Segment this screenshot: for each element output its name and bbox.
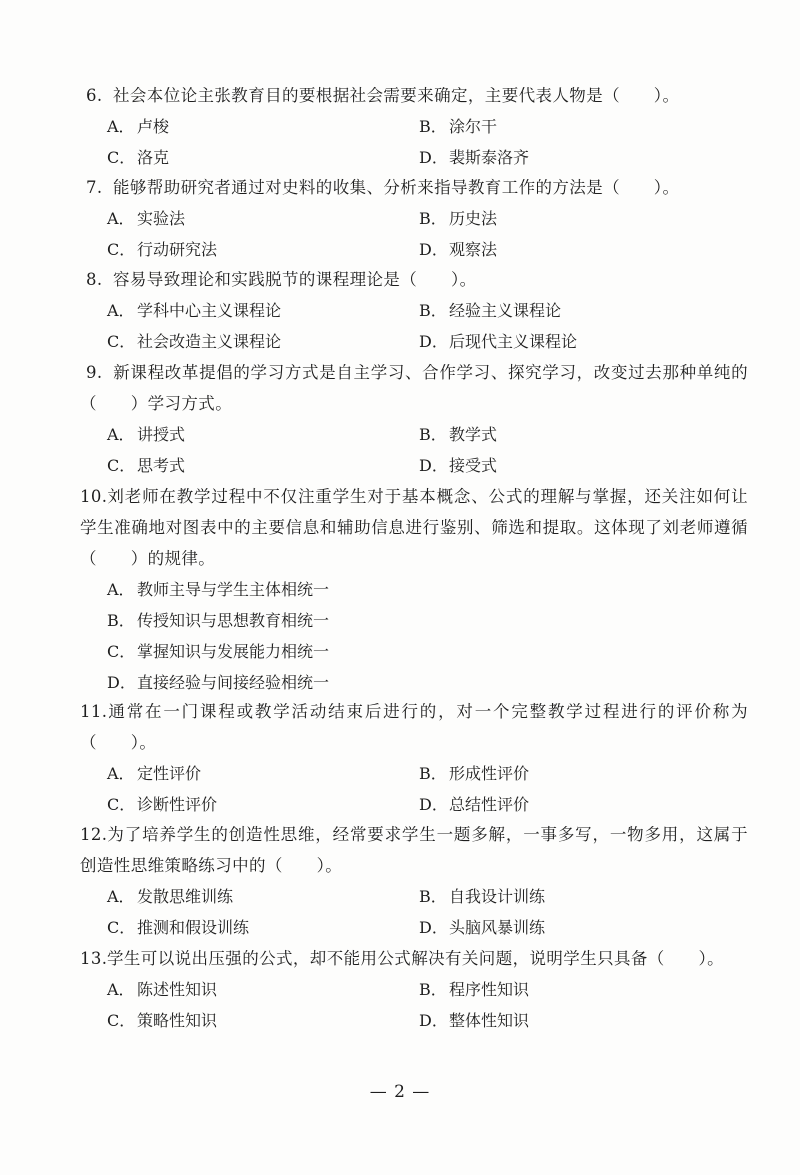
question-text: 为了培养学生的创造性思维，经常要求学生一题多解，一事多写，一物多用，这属于创造性思维策略练习中的（ ）。 [80, 825, 748, 875]
question-11 [80, 696, 748, 820]
question-9 [80, 357, 748, 481]
question-stem [80, 264, 748, 295]
question-stem [80, 80, 748, 111]
option-b[interactable]: B． 历史法 [419, 209, 498, 228]
option-a[interactable]: A． 卢梭 [107, 117, 170, 136]
question-stem [80, 357, 748, 419]
option-b[interactable]: B． 自我设计训练 [419, 887, 546, 906]
option-b[interactable]: B． 教学式 [419, 425, 498, 444]
options [107, 295, 748, 357]
options [107, 574, 748, 698]
option-a[interactable]: A． 发散思维训练 [107, 887, 234, 906]
question-stem [80, 696, 748, 758]
option-b[interactable]: B． 程序性知识 [419, 980, 530, 999]
question-text: 通常在一门课程或教学活动结束后进行的，对一个完整教学过程进行的评价称为（ ）。 [80, 702, 748, 752]
option-d[interactable]: D．总结性评价 [419, 795, 530, 814]
option-d[interactable]: D．整体性知识 [419, 1011, 530, 1030]
option-c[interactable]: C． 思考式 [107, 456, 186, 475]
option-c[interactable]: C． 掌握知识与发展能力相统一 [107, 642, 330, 661]
question-number: 13. [80, 949, 108, 968]
option-c[interactable]: C． 推测和假设训练 [107, 918, 250, 937]
question-text: 学生可以说出压强的公式，却不能用公式解决有关问题，说明学生只具备（ ）。 [107, 949, 725, 968]
question-number: 7. [86, 178, 103, 197]
question-7 [80, 172, 748, 265]
option-a[interactable]: A． 教师主导与学生主体相统一 [107, 580, 330, 599]
question-stem [80, 819, 748, 881]
question-text: 能够帮助研究者通过对史料的收集、分析来指导教育工作的方法是（ ）。 [113, 178, 680, 197]
options [107, 111, 748, 173]
option-c[interactable]: C． 行动研究法 [107, 240, 218, 259]
question-number: 11. [80, 702, 108, 721]
question-text: 容易导致理论和实践脱节的课程理论是（ ）。 [113, 270, 477, 289]
question-number: 10. [80, 487, 108, 506]
option-a[interactable]: A． 陈述性知识 [107, 980, 218, 999]
question-text: 新课程改革提倡的学习方式是自主学习、合作学习、探究学习，改变过去那种单纯的（ ）学习方式。 [80, 363, 748, 413]
option-a[interactable]: A． 讲授式 [107, 425, 186, 444]
option-c[interactable]: C． 诊断性评价 [107, 795, 218, 814]
question-stem [80, 943, 748, 974]
question-number: 9. [86, 363, 103, 382]
question-13 [80, 943, 748, 1036]
option-c[interactable]: C． 社会改造主义课程论 [107, 332, 282, 351]
question-6 [80, 80, 748, 173]
question-text: 刘老师在教学过程中不仅注重学生对于基本概念、公式的理解与掌握，还关注如何让学生准确地对图表中的主要信息和辅助信息进行鉴别、筛选和提取。这体现了刘老师遵循（ ）的规律。 [80, 487, 748, 568]
option-d[interactable]: D．观察法 [419, 240, 498, 259]
option-b[interactable]: B． 传授知识与思想教育相统一 [107, 611, 330, 630]
options [107, 974, 748, 1036]
option-d[interactable]: D．头脑风暴训练 [419, 918, 546, 937]
option-d[interactable]: D．直接经验与间接经验相统一 [107, 673, 330, 692]
question-stem [80, 172, 748, 203]
question-number: 8. [86, 270, 103, 289]
option-a[interactable]: A． 学科中心主义课程论 [107, 301, 282, 320]
option-b[interactable]: B． 形成性评价 [419, 764, 530, 783]
options [107, 758, 748, 820]
option-c[interactable]: C． 洛克 [107, 148, 170, 167]
option-b[interactable]: B． 经验主义课程论 [419, 301, 562, 320]
question-number: 6. [86, 86, 103, 105]
options [107, 881, 748, 943]
option-c[interactable]: C． 策略性知识 [107, 1011, 218, 1030]
option-b[interactable]: B． 涂尔干 [419, 117, 498, 136]
question-8 [80, 264, 748, 357]
option-d[interactable]: D．接受式 [419, 456, 498, 475]
option-d[interactable]: D．后现代主义课程论 [419, 332, 578, 351]
question-text: 社会本位论主张教育目的要根据社会需要来确定，主要代表人物是（ ）。 [113, 86, 680, 105]
question-number: 12. [80, 825, 108, 844]
option-a[interactable]: A． 实验法 [107, 209, 186, 228]
question-stem [80, 481, 748, 574]
question-10 [80, 481, 748, 698]
option-d[interactable]: D．裴斯泰洛齐 [419, 148, 530, 167]
options [107, 419, 748, 481]
question-12 [80, 819, 748, 943]
options [107, 203, 748, 265]
option-a[interactable]: A． 定性评价 [107, 764, 202, 783]
page-number: — 2 — [369, 1082, 431, 1102]
